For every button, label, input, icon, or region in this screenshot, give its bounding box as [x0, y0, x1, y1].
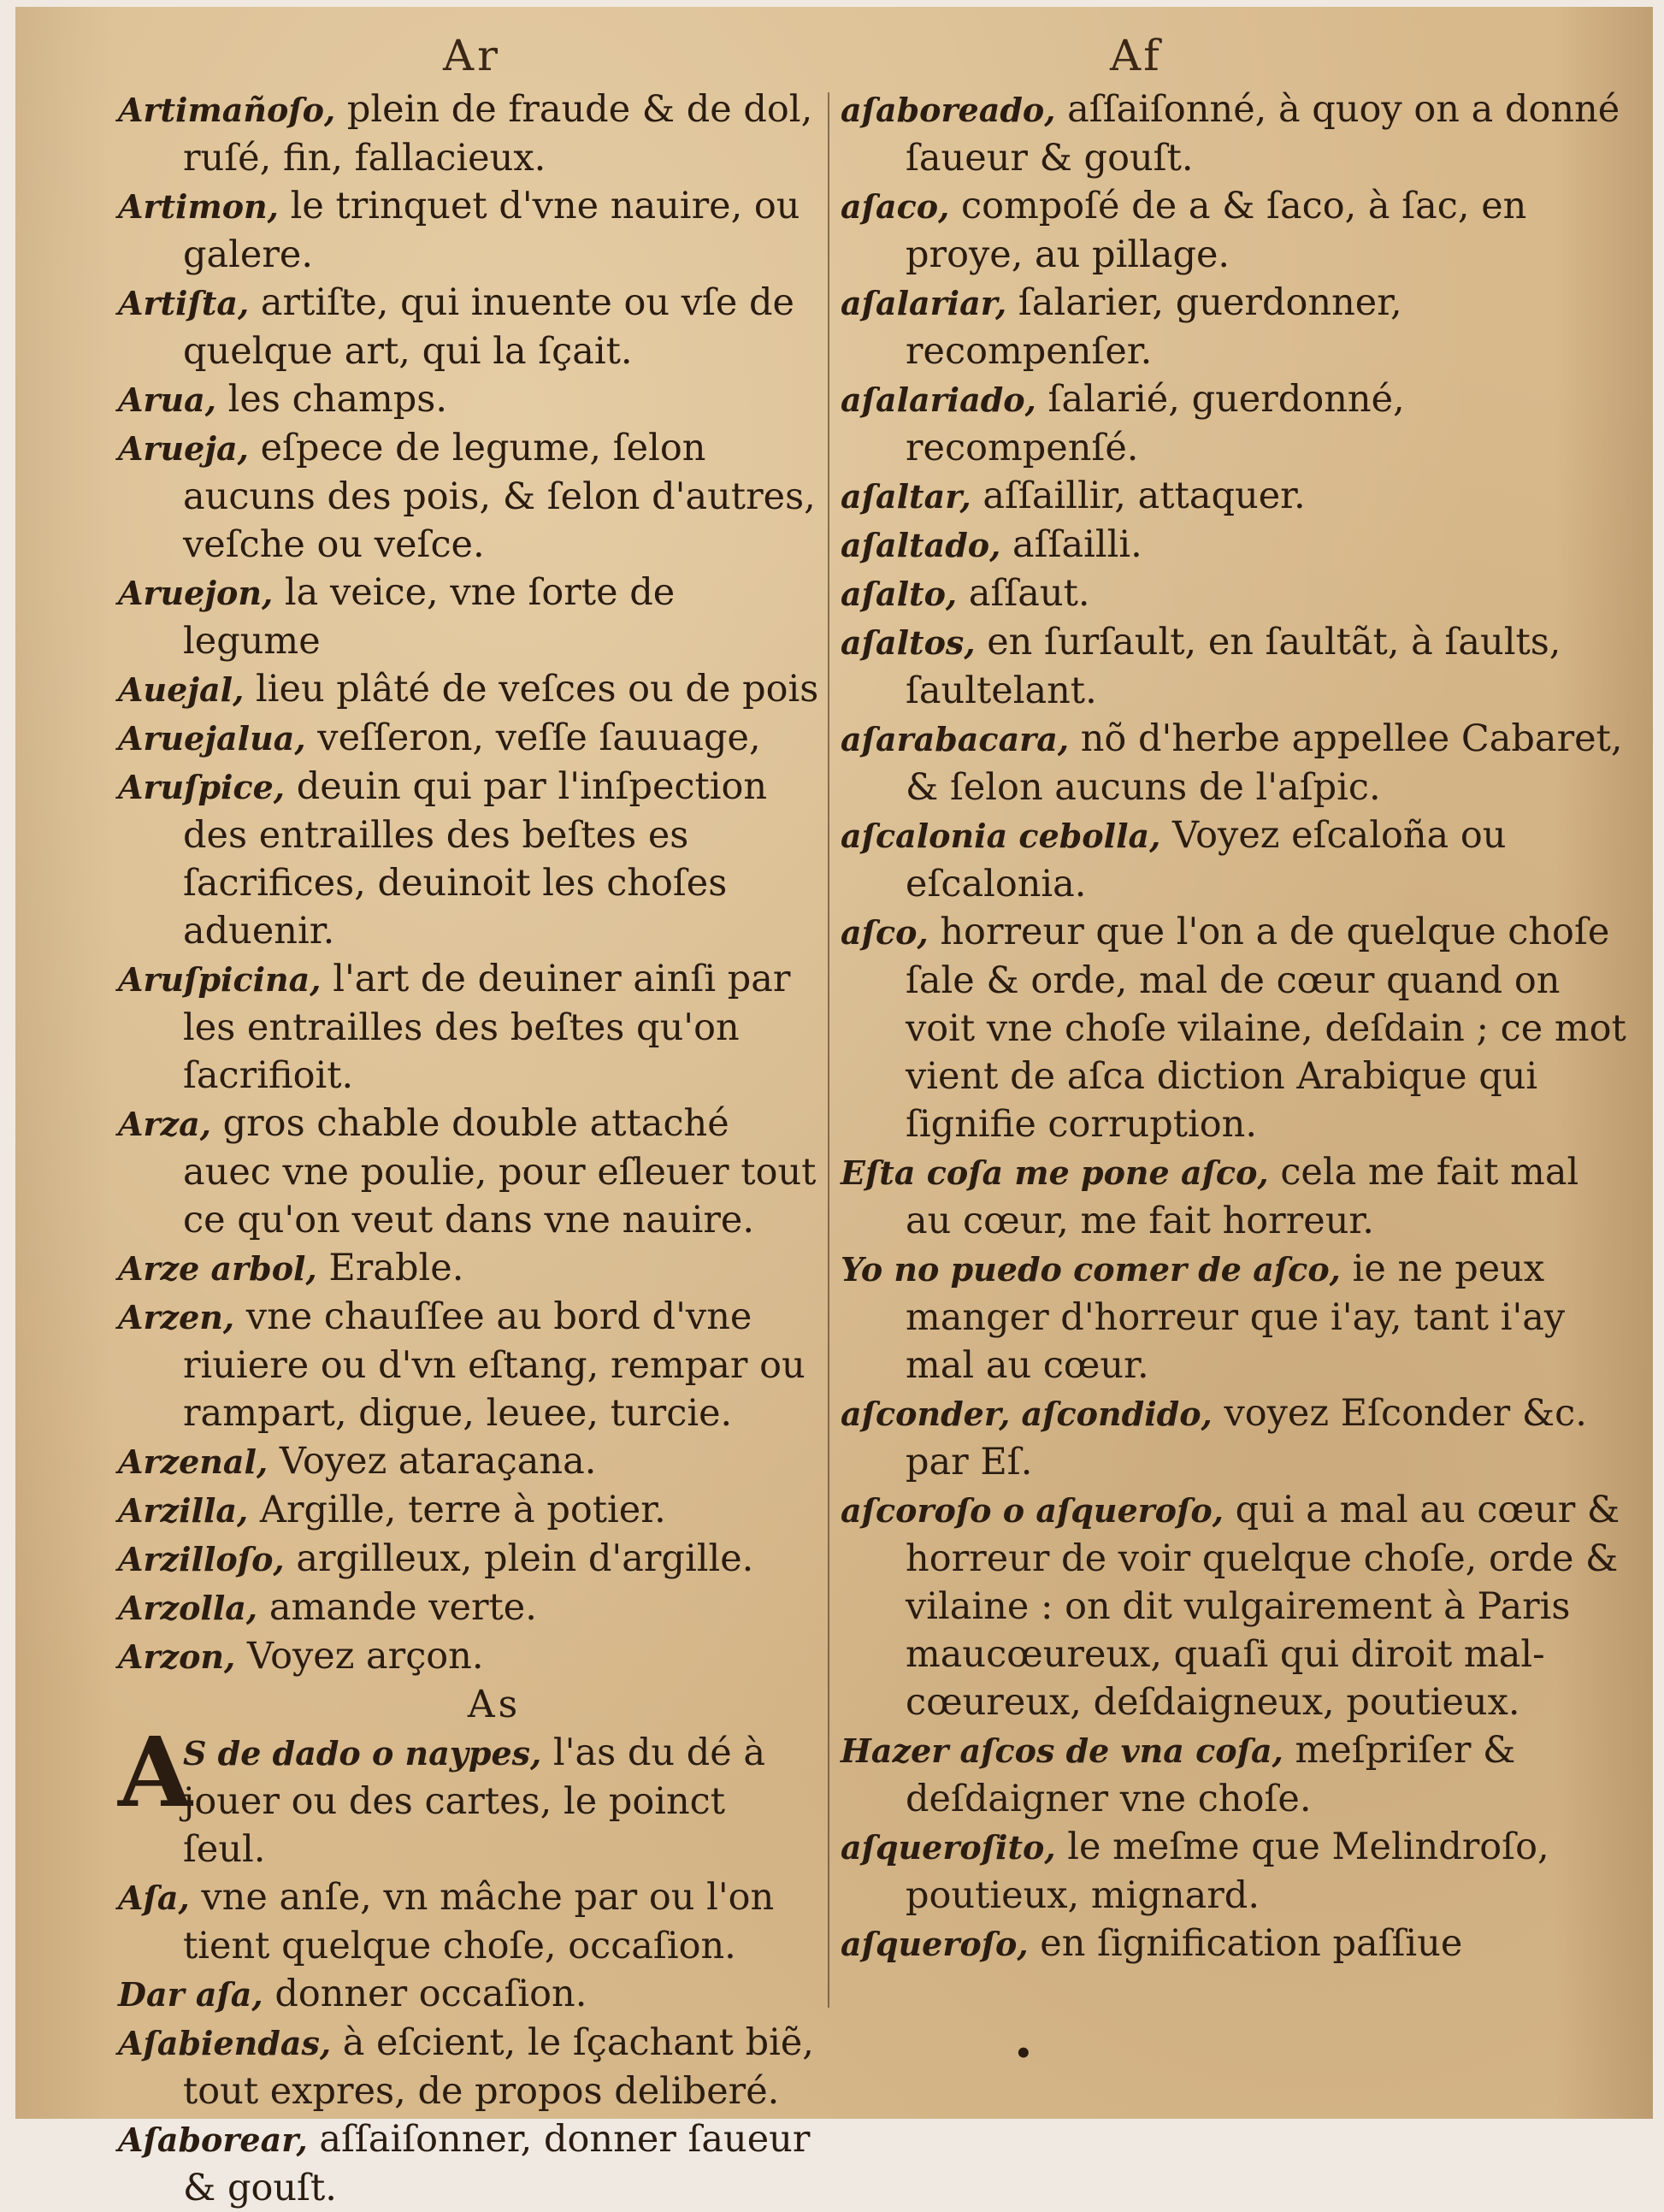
running-header-left: Ar	[443, 31, 502, 80]
entry-headword: Hazer aſcos de vna coſa,	[841, 1731, 1283, 1770]
dictionary-entry	[841, 1726, 1627, 1823]
entry-headword: Arzolla,	[118, 1589, 258, 1627]
dropcap-entry	[118, 1717, 819, 1873]
entry-definition: aſſaut.	[957, 572, 1090, 615]
dictionary-entry	[118, 182, 819, 279]
entry-headword: Aruſpicina,	[118, 960, 322, 999]
entry-definition: aſſaillir, attaquer.	[971, 475, 1306, 517]
dictionary-entry	[118, 1486, 819, 1535]
entry-headword: Aruejon,	[118, 574, 274, 612]
dictionary-entry	[841, 1148, 1627, 1245]
entry-definition: aſſailli.	[1000, 523, 1142, 566]
dictionary-entry	[841, 1920, 1627, 1968]
dictionary-entry	[118, 1244, 819, 1293]
entry-definition: Voyez eſcaloña ou eſcalonia.	[906, 814, 1507, 905]
entry-definition: Voyez ataraçana.	[268, 1440, 597, 1483]
entry-definition: aſſaiſonner, donner ſaueur & gouſt.	[183, 2118, 811, 2209]
dictionary-entry	[118, 86, 819, 182]
entry-definition: qui a mal au cœur & horreur de voir quelque choſe, orde & vilaine : on dit vulgairement à Paris maucœureux, quaſi qui diroit mal-cœureux, deſdaigneux, poutieux.	[906, 1489, 1620, 1724]
entry-headword: aſqueroſo,	[841, 1925, 1029, 1963]
entry-definition: lieu plâté de veſces ou de pois	[244, 668, 819, 711]
dictionary-entry	[118, 1293, 819, 1437]
entry-headword: S de dado o naypes,	[183, 1734, 542, 1773]
dictionary-entry	[118, 763, 819, 955]
entry-definition: ie ne peux manger d'horreur que i'ay, tant i'ay mal au cœur.	[906, 1248, 1566, 1387]
entry-headword: Arueja,	[118, 429, 249, 468]
dictionary-entry	[841, 1823, 1627, 1920]
dictionary-entry	[841, 1389, 1627, 1486]
dictionary-entry	[841, 86, 1627, 182]
entry-definition: meſpriſer & deſdaigner vne choſe.	[906, 1729, 1516, 1820]
entry-headword: aſcalonia cebolla,	[841, 817, 1161, 855]
entry-definition: donner occaſion.	[263, 1973, 587, 2015]
dictionary-entry	[118, 2019, 819, 2115]
dictionary-entry	[841, 279, 1627, 375]
entry-definition: vne anſe, vn mâche par ou l'on tient quelque choſe, occaſion.	[183, 1876, 775, 1967]
entry-definition: l'art de deuiner ainſi par les entrailles des beſtes qu'on ſacrifioit.	[183, 958, 791, 1097]
dictionary-entry	[841, 715, 1627, 811]
dictionary-entry	[841, 375, 1627, 472]
entry-definition: plein de fraude & de dol, ruſé, fin, fallacieux.	[183, 88, 813, 180]
dictionary-entry	[118, 665, 819, 714]
dictionary-entry	[118, 1100, 819, 1244]
entry-headword: Arua,	[118, 380, 216, 419]
entry-definition: Voyez arçon.	[235, 1635, 484, 1678]
entry-definition: compoſé de a & ſaco, à ſac, en proye, au pillage.	[906, 185, 1527, 276]
entry-definition: la veice, vne ſorte de legume	[183, 571, 676, 663]
dictionary-entry	[841, 1486, 1627, 1726]
entry-definition: gros chable double attaché auec vne poulie, pour eſleuer tout ce qu'on veut dans vne nauire.	[183, 1102, 817, 1242]
entry-definition: voyez Eſconder &c. par Eſ.	[906, 1392, 1587, 1484]
entry-headword: aſaltar,	[841, 477, 971, 516]
dictionary-entry	[841, 182, 1627, 279]
entry-headword: Eſta coſa me pone aſco,	[841, 1153, 1269, 1192]
dictionary-entry	[118, 1632, 819, 1681]
entry-headword: aſaco,	[841, 187, 950, 226]
dictionary-entry	[118, 1584, 819, 1632]
entry-headword: Arzenal,	[118, 1442, 268, 1481]
dictionary-entry	[841, 618, 1627, 715]
entry-headword: Yo no puedo comer de aſco,	[841, 1250, 1341, 1289]
running-header-right: Af	[1110, 31, 1163, 80]
entry-definition: aſſaiſonné, à quoy on a donné ſaueur & gouſt.	[906, 88, 1620, 180]
entry-definition: argilleux, plein d'argille.	[284, 1537, 754, 1580]
dictionary-entry	[841, 811, 1627, 908]
entry-headword: Arze arbol,	[118, 1249, 317, 1288]
dictionary-entry	[841, 569, 1627, 618]
entry-headword: Artiſta,	[118, 284, 250, 322]
entry-headword: aſalariado,	[841, 380, 1036, 419]
entry-headword: aſaboreado,	[841, 91, 1056, 129]
entry-headword: aſaltos,	[841, 623, 976, 662]
entry-headword: aſqueroſito,	[841, 1828, 1056, 1867]
entry-definition: horreur que l'on a de quelque choſe ſale & orde, mal de cœur quand on voit vne choſe vilaine, deſdain ; ce mot vient de aſca diction Arabique qui ſignifie corruption.	[906, 911, 1626, 1146]
entry-headword: Artimon,	[118, 187, 279, 226]
left-column	[118, 86, 819, 2212]
entry-headword: aſcoroſo o aſqueroſo,	[841, 1491, 1224, 1530]
entry-headword: Artimañoſo,	[118, 91, 336, 129]
entry-headword: aſaltado,	[841, 526, 1001, 564]
column-divider	[828, 92, 829, 2008]
drop-cap: A	[118, 1717, 192, 1829]
entry-definition: ſalarié, guerdonné, recompenſé.	[906, 378, 1405, 469]
entry-definition: amande verte.	[257, 1586, 537, 1629]
entry-headword: Dar aſa,	[118, 1975, 263, 2014]
entry-headword: Arzen,	[118, 1298, 235, 1336]
dictionary-entry	[118, 375, 819, 424]
dictionary-entry	[841, 521, 1627, 569]
dictionary-entry	[118, 714, 819, 763]
entry-headword: Aruſpice,	[118, 768, 286, 806]
entry-definition: Argille, terre à potier.	[248, 1489, 666, 1531]
dictionary-entry	[118, 569, 819, 665]
dictionary-entry	[118, 1970, 819, 2019]
entry-definition: veſſeron, veſſe ſauuage,	[305, 717, 761, 759]
footer-mark: •	[1014, 2037, 1033, 2071]
entry-definition: à eſcient, le ſçachant biẽ, tout expres, de propos deliberé.	[183, 2021, 814, 2113]
entry-headword: aſco,	[841, 913, 929, 952]
dictionary-entry	[118, 955, 819, 1100]
entry-headword: aſalto,	[841, 575, 958, 613]
entry-definition: en ſignification paſſiue	[1028, 1922, 1463, 1965]
entry-definition: l'as du dé à jouer ou des cartes, le poinct ſeul.	[183, 1731, 766, 1871]
entry-definition: Erable.	[316, 1247, 464, 1289]
dictionary-entry	[841, 1245, 1627, 1389]
entry-headword: Arzilloſo,	[118, 1540, 285, 1578]
entry-headword: Arza,	[118, 1105, 211, 1143]
entry-definition: artiſte, qui inuente ou vſe de quelque art, qui la ſçait.	[183, 281, 794, 373]
entry-definition: vne chauſſee au bord d'vne riuiere ou d'vn eſtang, rempar ou rampart, digue, leuee, turcie.	[183, 1295, 805, 1435]
entry-headword: aſarabacara,	[841, 720, 1070, 758]
entry-headword: Aruejalua,	[118, 719, 306, 758]
entry-headword: aſconder, aſcondido,	[841, 1395, 1213, 1433]
entry-headword: Aſabiendas,	[118, 2024, 332, 2062]
entry-definition: eſpece de legume, ſelon aucuns des pois, & ſelon d'autres, veſche ou veſce.	[183, 427, 816, 566]
entry-headword: aſalariar,	[841, 284, 1007, 322]
dictionary-entry	[118, 424, 819, 569]
entry-definition: deuin qui par l'inſpection des entrailles des beſtes es ſacrifices, deuinoit les choſes aduenir.	[183, 765, 768, 953]
entry-definition: cela me fait mal au cœur, me fait horreur.	[906, 1151, 1579, 1242]
page-scan	[15, 7, 1653, 2209]
section-heading: As	[467, 1683, 522, 1726]
entry-definition: en ſurſault, en ſaultãt, à ſaults, ſaultelant.	[906, 621, 1561, 712]
entry-headword: Aſaborear,	[118, 2121, 308, 2159]
entry-headword: Arzon,	[118, 1637, 236, 1676]
entry-definition: ſalarier, guerdonner, recompenſer.	[906, 281, 1402, 373]
entry-definition: le trinquet d'vne nauire, ou galere.	[183, 185, 800, 276]
dictionary-entry	[118, 1873, 819, 1970]
entry-definition: les champs.	[215, 378, 448, 421]
right-column	[841, 86, 1627, 1968]
dictionary-entry	[118, 1437, 819, 1486]
entry-definition: nõ d'herbe appellee Cabaret, & ſelon aucuns de l'aſpic.	[906, 717, 1623, 809]
dictionary-entry	[118, 1535, 819, 1584]
entry-headword: Aſa,	[118, 1879, 190, 1917]
dictionary-entry	[841, 908, 1627, 1148]
dictionary-entry	[841, 472, 1627, 521]
dictionary-entry	[118, 279, 819, 375]
entry-headword: Arzilla,	[118, 1491, 249, 1530]
entry-headword: Auejal,	[118, 670, 245, 709]
entry-definition: le meſme que Melindroſo, poutieux, mignard.	[906, 1826, 1549, 1917]
dictionary-entry	[118, 2115, 819, 2212]
